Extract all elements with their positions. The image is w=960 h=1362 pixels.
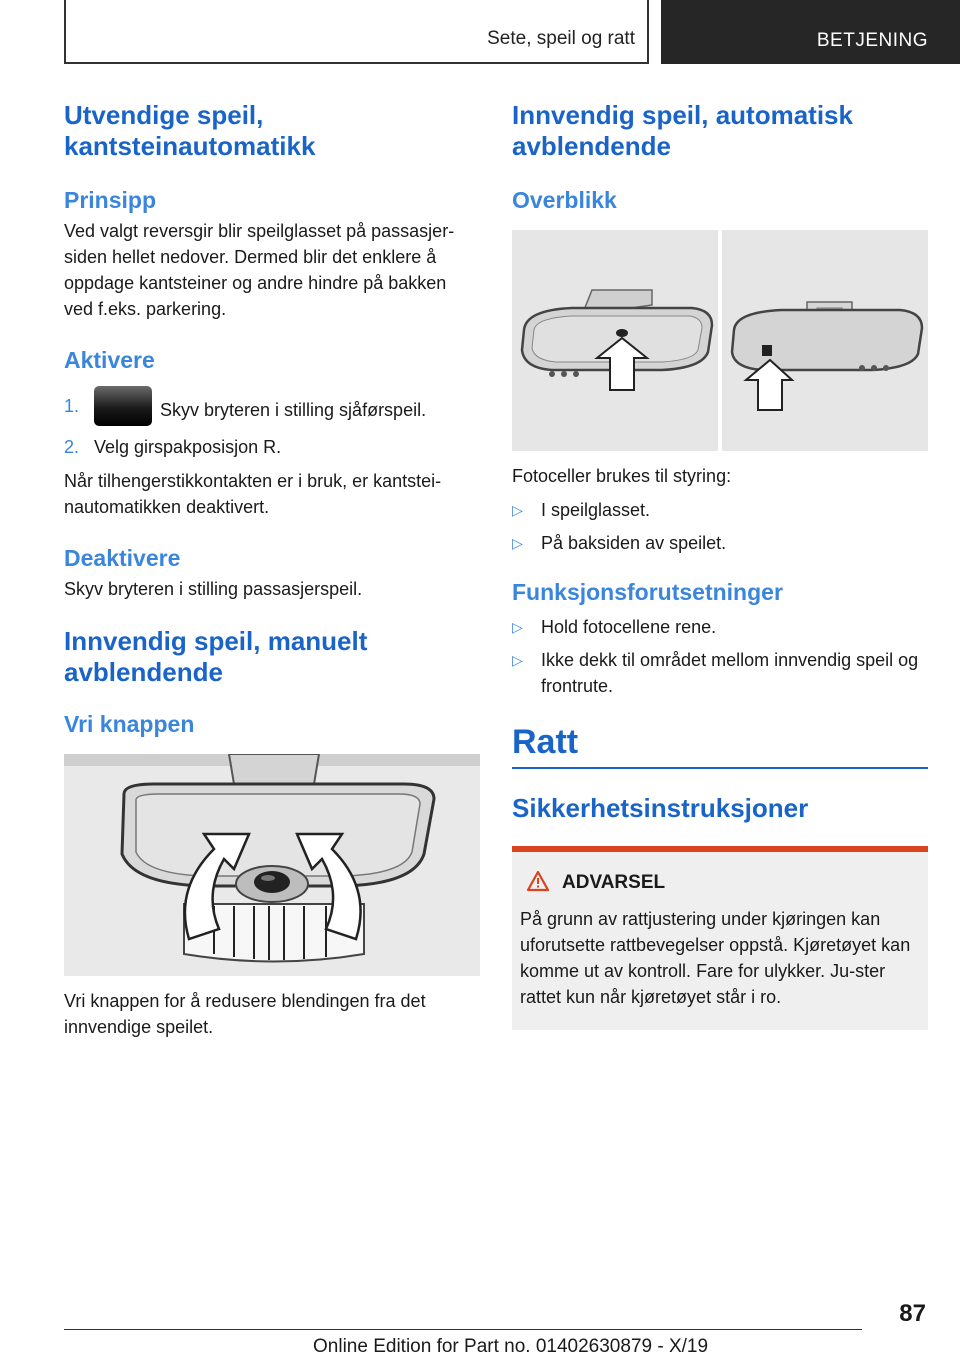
- step-number: 1.: [64, 396, 80, 416]
- step-text: Skyv bryteren i stilling sjåførspeil.: [160, 400, 427, 420]
- activate-steps: [64, 386, 480, 460]
- section-tab: [661, 0, 960, 64]
- triangle-bullet-icon: ▷: [512, 502, 523, 518]
- deactivate-text: Skyv bryteren i stilling passasjerspeil.: [64, 579, 363, 599]
- triangle-bullet-icon: ▷: [512, 619, 523, 635]
- safety-heading: Sikkerhetsinstruksjoner: [512, 793, 809, 823]
- list-item-text: På baksiden av speilet.: [541, 533, 727, 553]
- principle-text: Ved valgt reversgir blir speilglasset på passasjer-siden hellet nedover. Dermed blir det enklere å oppdage kantsteiner og andre hindre på bakken ved f.eks. parkering.: [64, 221, 455, 319]
- page-number: 87: [899, 1300, 926, 1327]
- knob-caption: Vri knappen for å redusere blendingen fra det innvendige speilet.: [64, 991, 426, 1037]
- conditions-list: [512, 614, 928, 699]
- step-item: [64, 386, 480, 430]
- conditions-heading: Funksjonsforutsetninger: [512, 579, 783, 605]
- trailer-note: Når tilhengerstikkontakten er i bruk, er kantstei-nautomatikken deaktivert.: [64, 471, 442, 517]
- warning-box: [512, 846, 928, 1030]
- list-item: [512, 614, 928, 640]
- triangle-bullet-icon: ▷: [512, 652, 523, 668]
- triangle-bullet-icon: ▷: [512, 535, 523, 551]
- photocell-intro: Fotoceller brukes til styring:: [512, 466, 732, 486]
- step-text: Velg girspakposisjon R.: [94, 437, 282, 457]
- right-column: [512, 100, 928, 1030]
- warning-triangle-icon: [526, 870, 550, 892]
- step-number: 2.: [64, 437, 80, 457]
- section-label: BETJENING: [816, 30, 928, 51]
- running-header: [64, 0, 649, 64]
- list-item-text: Hold fotocellene rene.: [541, 617, 717, 637]
- exterior-mirror-title: Utvendige speil, kantsteinautomatikk: [64, 100, 316, 161]
- deactivate-heading: Deaktivere: [64, 545, 181, 571]
- list-item-text: Ikke dekk til området mellom innvendig speil og frontrute.: [541, 650, 919, 696]
- list-item: [512, 647, 928, 699]
- manual-mirror-title: Innvendig speil, manuelt avblendende: [64, 626, 368, 687]
- warning-header: [526, 870, 920, 896]
- photocell-list: [512, 497, 928, 556]
- steering-title: Ratt: [512, 721, 928, 769]
- list-item-text: I speilglasset.: [541, 500, 651, 520]
- left-column: [64, 100, 480, 1040]
- list-item: [512, 530, 928, 556]
- edition-footer: Online Edition for Part no. 01402630879 - X/19: [313, 1336, 709, 1357]
- auto-mirror-title: Innvendig speil, automatisk avblendende: [512, 100, 853, 161]
- photocell-illustration: [512, 230, 928, 451]
- knob-illustration: [64, 754, 480, 976]
- mirror-switch-icon: [94, 386, 152, 426]
- footer-divider: [64, 1329, 862, 1330]
- principle-heading: Prinsipp: [64, 187, 157, 213]
- activate-heading: Aktivere: [64, 347, 155, 373]
- warning-label: ADVARSEL: [562, 872, 666, 893]
- list-item: [512, 497, 928, 523]
- overview-heading: Overblikk: [512, 187, 617, 213]
- knob-heading: Vri knappen: [64, 711, 195, 737]
- warning-text: På grunn av rattjustering under kjøringen kan uforutsette rattbevegelser oppstå. Kjøretøyet kan komme ut av kontroll. Fare for ulykker. Ju-ster rattet kun når kjøretøyet står i ro.: [520, 909, 911, 1007]
- chapter-title: Sete, speil og ratt: [487, 28, 635, 49]
- step-item: [64, 434, 480, 460]
